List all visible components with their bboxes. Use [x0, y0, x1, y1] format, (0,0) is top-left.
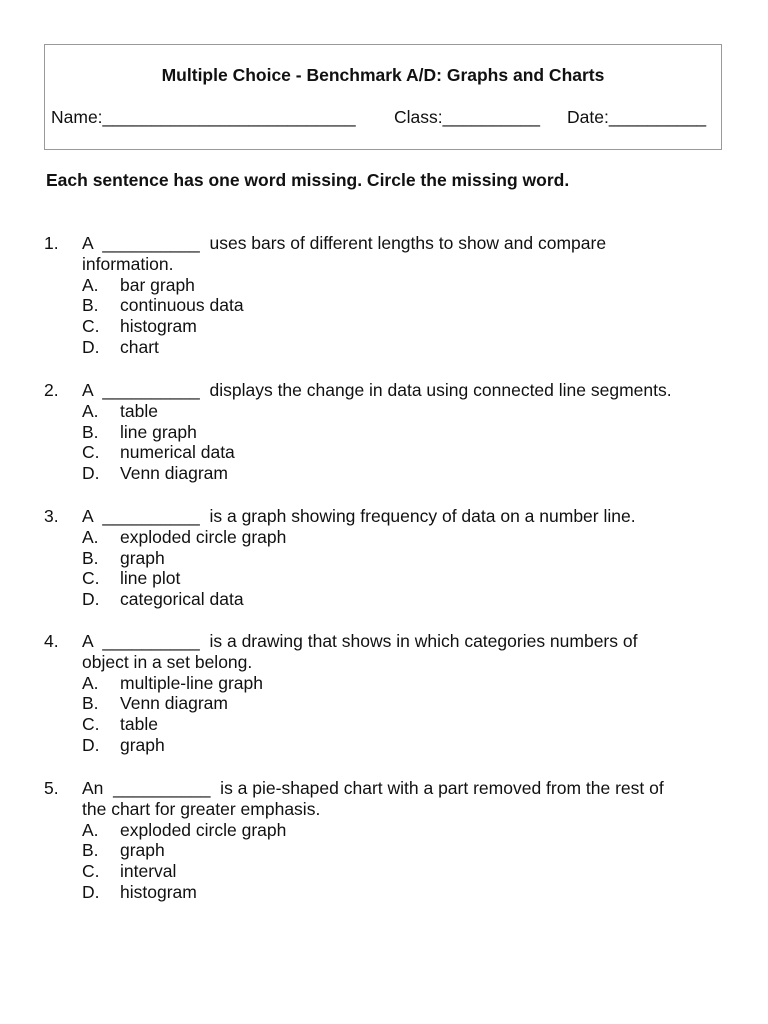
question-body [82, 631, 732, 756]
option-d[interactable] [82, 882, 732, 903]
option-letter: C. [82, 442, 100, 463]
option-text: exploded circle graph [120, 526, 287, 547]
question-text-line: A __________ is a graph showing frequency of data on a number line. [82, 506, 636, 526]
date-field: Date:__________ [567, 107, 707, 127]
option-text: chart [120, 336, 159, 357]
option-text: categorical data [120, 589, 244, 610]
question-number: 3. [44, 506, 59, 526]
option-a[interactable] [82, 527, 732, 548]
option-letter: B. [82, 295, 99, 316]
option-letter: C. [82, 316, 100, 337]
option-b[interactable] [82, 548, 732, 569]
option-letter: A. [82, 672, 99, 693]
option-c[interactable] [82, 316, 732, 337]
option-letter: A. [82, 274, 99, 295]
option-text: bar graph [120, 274, 195, 295]
question-text-line: A __________ displays the change in data using connected line segments. [82, 380, 672, 400]
question-text-line: A __________ is a drawing that shows in which categories numbers of [82, 631, 638, 651]
option-a[interactable] [82, 401, 732, 422]
option-text: multiple-line graph [120, 672, 263, 693]
option-letter: B. [82, 840, 99, 861]
option-b[interactable] [82, 295, 732, 316]
option-letter: A. [82, 526, 99, 547]
option-text: graph [120, 734, 165, 755]
option-a[interactable] [82, 820, 732, 841]
option-letter: D. [82, 463, 100, 484]
option-text: table [120, 400, 158, 421]
option-text: histogram [120, 316, 197, 337]
option-letter: D. [82, 734, 100, 755]
option-text: Venn diagram [120, 463, 228, 484]
option-text: table [120, 714, 158, 735]
option-b[interactable] [82, 840, 732, 861]
option-c[interactable] [82, 861, 732, 882]
option-letter: C. [82, 568, 100, 589]
question-number: 5. [44, 778, 59, 798]
option-c[interactable] [82, 568, 732, 589]
option-text: continuous data [120, 295, 244, 316]
option-d[interactable] [82, 337, 732, 358]
question-text-line: object in a set belong. [82, 651, 253, 672]
option-text: graph [120, 547, 165, 568]
option-letter: B. [82, 421, 99, 442]
option-text: line graph [120, 421, 197, 442]
option-letter: A. [82, 400, 99, 421]
option-a[interactable] [82, 275, 732, 296]
worksheet-title: Multiple Choice - Benchmark A/D: Graphs and Charts [161, 65, 605, 85]
option-text: graph [120, 840, 165, 861]
instructions: Each sentence has one word missing. Circle the missing word. [46, 170, 570, 190]
question-number: 4. [44, 631, 59, 651]
option-d[interactable] [82, 735, 732, 756]
option-letter: D. [82, 336, 100, 357]
option-b[interactable] [82, 693, 732, 714]
option-letter: D. [82, 589, 100, 610]
option-letter: B. [82, 547, 99, 568]
question-body [82, 233, 732, 358]
question-text-line: information. [82, 253, 174, 274]
option-letter: A. [82, 819, 99, 840]
option-letter: C. [82, 714, 100, 735]
question-body [82, 778, 732, 903]
question-text-line: the chart for greater emphasis. [82, 798, 321, 819]
option-letter: D. [82, 881, 100, 902]
option-b[interactable] [82, 422, 732, 443]
option-c[interactable] [82, 442, 732, 463]
option-d[interactable] [82, 463, 732, 484]
option-a[interactable] [82, 673, 732, 694]
option-text: numerical data [120, 442, 235, 463]
name-field: Name:__________________________ [51, 107, 356, 127]
option-text: histogram [120, 881, 197, 902]
option-d[interactable] [82, 589, 732, 610]
option-text: interval [120, 861, 177, 882]
question-body [82, 380, 732, 484]
option-letter: C. [82, 861, 100, 882]
option-c[interactable] [82, 714, 732, 735]
option-text: line plot [120, 568, 181, 589]
question-number: 2. [44, 380, 59, 400]
question-body [82, 506, 732, 610]
option-text: Venn diagram [120, 693, 228, 714]
class-field: Class:__________ [394, 107, 540, 127]
question-text-line: An __________ is a pie-shaped chart with a part removed from the rest of [82, 778, 664, 798]
worksheet-header [44, 44, 722, 150]
option-letter: B. [82, 693, 99, 714]
question-number: 1. [44, 233, 59, 253]
question-text-line: A __________ uses bars of different lengths to show and compare [82, 233, 607, 253]
option-text: exploded circle graph [120, 819, 287, 840]
